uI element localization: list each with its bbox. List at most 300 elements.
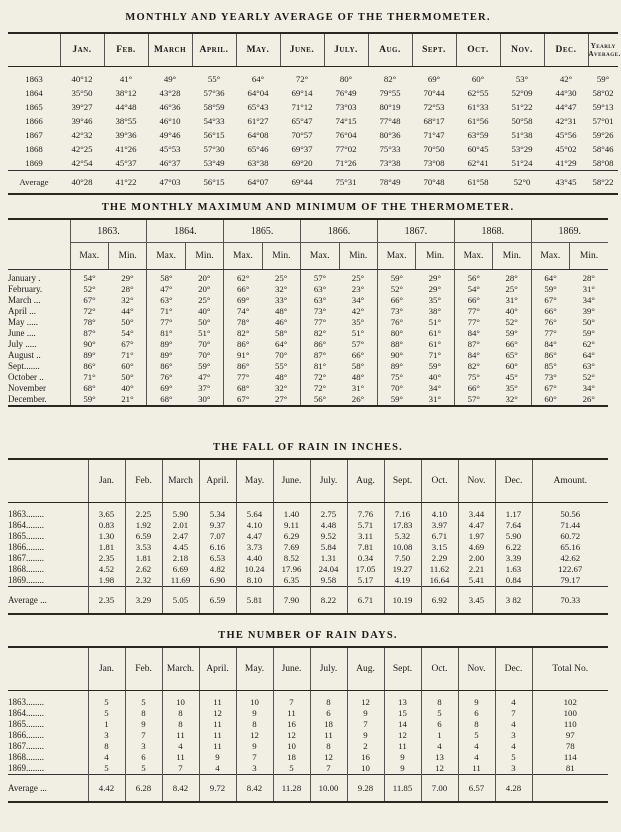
rain-row bbox=[8, 531, 608, 542]
year-header: 1864. bbox=[147, 219, 224, 243]
average-header-cell: March bbox=[148, 33, 192, 67]
days-cell: 11 bbox=[273, 708, 310, 719]
days-header-cell: June. bbox=[273, 647, 310, 691]
rain-cell: 1.81 bbox=[125, 553, 162, 564]
average-cell: 42°54 bbox=[71, 158, 93, 168]
maxmin-cell: 59° bbox=[70, 394, 108, 406]
maxmin-cell: 23° bbox=[351, 283, 365, 294]
maxmin-cell: 64° bbox=[274, 338, 288, 349]
maxmin-cell: 59° bbox=[531, 284, 569, 295]
rain-cell: 7.81 bbox=[347, 542, 384, 553]
maxmin-cell: 34° bbox=[582, 294, 595, 305]
average-cell: 64° bbox=[251, 74, 265, 84]
average-cell: 61°33 bbox=[467, 102, 489, 112]
maxmin-cell: 89° bbox=[377, 361, 415, 372]
days-cell: 81 bbox=[532, 763, 608, 775]
max-header: Max. bbox=[70, 243, 108, 270]
days-cell: 78 bbox=[532, 741, 608, 752]
maxmin-cell: 76° bbox=[531, 317, 569, 328]
maxmin-section bbox=[8, 196, 608, 436]
average-cell: 58°59 bbox=[203, 102, 225, 112]
days-cell: 11 bbox=[199, 741, 236, 752]
rain-cell: 7.07 bbox=[199, 531, 236, 542]
average-cell: 52°09 bbox=[511, 88, 533, 98]
average-label: Average ... bbox=[8, 775, 88, 803]
average-header-cell: May. bbox=[236, 33, 280, 67]
maxmin-cell: 35° bbox=[428, 294, 441, 305]
average-cell: 69° bbox=[427, 74, 441, 84]
maxmin-cell: 82° bbox=[224, 328, 262, 339]
days-header-cell: Nov. bbox=[458, 647, 495, 691]
average-cell: 63°38 bbox=[247, 158, 269, 168]
maxmin-cell: 46° bbox=[274, 316, 288, 327]
rain-row bbox=[8, 520, 608, 531]
average-cell: 35°50 bbox=[71, 88, 93, 98]
rain-average-cell: 7.90 bbox=[273, 587, 310, 615]
maxmin-cell: 82° bbox=[454, 361, 492, 372]
average-total-cell: 61°58 bbox=[456, 171, 500, 195]
maxmin-cell: 59° bbox=[428, 360, 441, 371]
rain-average-cell: 6.92 bbox=[421, 587, 458, 615]
average-cell: 42°25 bbox=[71, 144, 93, 154]
days-cell: 4 bbox=[88, 752, 125, 763]
row-year: 1867 bbox=[25, 130, 43, 140]
days-row bbox=[8, 730, 608, 741]
maxmin-cell: 35° bbox=[505, 382, 518, 393]
maxmin-cell: 32° bbox=[121, 294, 134, 305]
average-cell: 41° bbox=[119, 74, 133, 84]
rain-cell: 3.73 bbox=[236, 542, 273, 553]
rain-cell: 7.69 bbox=[273, 542, 310, 553]
rain-cell: 6.59 bbox=[125, 531, 162, 542]
rain-header-cell: July. bbox=[310, 459, 347, 503]
rain-cell: 5.71 bbox=[347, 520, 384, 531]
average-cell: 70°44 bbox=[423, 88, 445, 98]
days-cell: 5 bbox=[273, 763, 310, 775]
maxmin-cell: 77° bbox=[531, 328, 569, 339]
days-cell: 4 bbox=[495, 719, 532, 730]
row-year: 1869 bbox=[25, 158, 43, 168]
maxmin-cell: 75° bbox=[377, 372, 415, 383]
days-average-cell: 7.00 bbox=[421, 775, 458, 803]
average-cell: 44°47 bbox=[555, 102, 577, 112]
min-header: Min. bbox=[262, 243, 300, 270]
maxmin-cell: 77° bbox=[224, 372, 262, 383]
average-header-cell: June. bbox=[280, 33, 324, 67]
average-cell: 51°24 bbox=[511, 158, 533, 168]
average-cell: 46°36 bbox=[159, 102, 181, 112]
rain-cell: 19.27 bbox=[384, 564, 421, 575]
maxmin-cell: 86° bbox=[301, 339, 339, 350]
average-cell: 79°55 bbox=[379, 88, 401, 98]
days-cell: 9 bbox=[199, 752, 236, 763]
maxmin-cell: 70° bbox=[274, 349, 288, 360]
average-total-cell: 70°48 bbox=[412, 171, 456, 195]
rain-cell: 6.35 bbox=[273, 575, 310, 587]
rain-cell: 9.37 bbox=[199, 520, 236, 531]
average-cell: 73°38 bbox=[379, 158, 401, 168]
year-header: 1869. bbox=[531, 219, 608, 243]
maxmin-cell: 68° bbox=[70, 383, 108, 394]
average-cell: 45°02 bbox=[555, 144, 577, 154]
average-total-row bbox=[8, 171, 618, 195]
max-header: Max. bbox=[301, 243, 339, 270]
maxmin-cell: 72° bbox=[301, 383, 339, 394]
average-cell: 71°47 bbox=[423, 130, 445, 140]
average-cell: 73°03 bbox=[335, 102, 357, 112]
rain-cell: 5.84 bbox=[310, 542, 347, 553]
days-cell: 97 bbox=[532, 730, 608, 741]
average-row bbox=[8, 100, 618, 114]
days-title: THE NUMBER OF RAIN DAYS. bbox=[218, 630, 398, 641]
average-cell: 80°36 bbox=[379, 130, 401, 140]
rain-cell: 4.48 bbox=[310, 520, 347, 531]
rain-cell: 3.39 bbox=[495, 553, 532, 564]
average-cell: 64°04 bbox=[247, 88, 269, 98]
maxmin-cell: 34° bbox=[582, 382, 595, 393]
maxmin-cell: 89° bbox=[147, 350, 185, 361]
maxmin-cell: 48° bbox=[351, 371, 365, 382]
row-month: June .... bbox=[8, 327, 36, 338]
days-cell: 8 bbox=[88, 741, 125, 752]
rain-cell: 9.11 bbox=[273, 520, 310, 531]
average-header-cell: Yearly Average. bbox=[588, 33, 618, 67]
maxmin-cell: 69° bbox=[224, 295, 262, 306]
days-cell: 16 bbox=[273, 719, 310, 730]
row-year: 1866........ bbox=[8, 541, 44, 552]
maxmin-cell: 73° bbox=[531, 372, 569, 383]
days-cell: 7 bbox=[273, 691, 310, 709]
maxmin-cell: 59° bbox=[582, 327, 595, 338]
rain-header-cell: Amount. bbox=[532, 459, 608, 503]
maxmin-cell: 59° bbox=[377, 270, 415, 285]
row-year: 1863........ bbox=[8, 508, 44, 519]
average-cell: 53° bbox=[515, 74, 529, 84]
rain-header-cell: Nov. bbox=[458, 459, 495, 503]
maxmin-cell: 59° bbox=[505, 327, 518, 338]
maxmin-cell: 72° bbox=[301, 372, 339, 383]
maxmin-cell: 75° bbox=[454, 372, 492, 383]
average-cell: 72° bbox=[295, 74, 309, 84]
maxmin-cell: 87° bbox=[301, 350, 339, 361]
maxmin-cell: 50° bbox=[198, 316, 211, 327]
maxmin-cell: 58° bbox=[147, 270, 185, 285]
maxmin-cell: 51° bbox=[198, 327, 211, 338]
maxmin-cell: 59° bbox=[198, 360, 211, 371]
min-header: Min. bbox=[108, 243, 146, 270]
average-cell: 41°29 bbox=[555, 158, 577, 168]
rain-cell: 2.35 bbox=[88, 553, 125, 564]
rain-cell: 50.56 bbox=[532, 503, 608, 521]
days-cell: 7 bbox=[162, 763, 199, 775]
days-cell: 102 bbox=[532, 691, 608, 709]
average-cell: 69°37 bbox=[291, 144, 313, 154]
average-cell: 77°02 bbox=[335, 144, 357, 154]
year-header: 1865. bbox=[224, 219, 301, 243]
maxmin-cell: 72° bbox=[70, 306, 108, 317]
days-header-cell: Total No. bbox=[532, 647, 608, 691]
maxmin-row bbox=[8, 295, 608, 306]
days-cell: 3 bbox=[236, 763, 273, 775]
row-year: 1864........ bbox=[8, 707, 44, 718]
average-total-cell: 64°07 bbox=[236, 171, 280, 195]
rain-cell: 7.64 bbox=[495, 520, 532, 531]
maxmin-cell: 67° bbox=[224, 394, 262, 406]
days-cell: 3 bbox=[495, 730, 532, 741]
average-cell: 65°46 bbox=[247, 144, 269, 154]
rain-cell: 6.29 bbox=[273, 531, 310, 542]
average-cell: 39°46 bbox=[71, 116, 93, 126]
rain-cell: 6.16 bbox=[199, 542, 236, 553]
rain-cell: 122.67 bbox=[532, 564, 608, 575]
average-cell: 49° bbox=[163, 74, 177, 84]
average-cell: 73°08 bbox=[423, 158, 445, 168]
rain-header-cell: March bbox=[162, 459, 199, 503]
days-cell: 4 bbox=[458, 752, 495, 763]
days-row bbox=[8, 752, 608, 763]
maxmin-cell: 62° bbox=[224, 270, 262, 285]
maxmin-cell: 34° bbox=[428, 382, 441, 393]
days-header-cell: May. bbox=[236, 647, 273, 691]
rain-cell: 17.96 bbox=[273, 564, 310, 575]
maxmin-cell: 66° bbox=[505, 338, 518, 349]
maxmin-cell: 31° bbox=[416, 394, 454, 406]
days-cell: 6 bbox=[458, 708, 495, 719]
maxmin-cell: 67° bbox=[531, 295, 569, 306]
days-average-cell: 11.28 bbox=[273, 775, 310, 803]
rain-header-cell: Feb. bbox=[125, 459, 162, 503]
rain-cell: 8.52 bbox=[273, 553, 310, 564]
days-cell: 7 bbox=[125, 730, 162, 741]
maxmin-cell: 62° bbox=[582, 338, 595, 349]
row-year: 1865........ bbox=[8, 718, 44, 729]
row-year: 1868 bbox=[25, 144, 43, 154]
maxmin-cell: 70° bbox=[198, 349, 211, 360]
average-cell: 59° bbox=[596, 74, 610, 84]
average-cell: 60°45 bbox=[467, 144, 489, 154]
maxmin-cell: 40° bbox=[505, 305, 518, 316]
min-header: Min. bbox=[570, 243, 608, 270]
rain-cell: 10.24 bbox=[236, 564, 273, 575]
average-cell: 71°26 bbox=[335, 158, 357, 168]
average-total-cell: 43°45 bbox=[544, 171, 588, 195]
days-cell: 3 bbox=[125, 741, 162, 752]
days-header-cell: April. bbox=[199, 647, 236, 691]
maxmin-cell: 28° bbox=[121, 283, 134, 294]
rain-cell: 2.47 bbox=[162, 531, 199, 542]
rain-header-cell: May. bbox=[236, 459, 273, 503]
average-header-cell: July. bbox=[324, 33, 368, 67]
maxmin-cell: 77° bbox=[454, 306, 492, 317]
average-cell: 76°49 bbox=[335, 88, 357, 98]
rain-cell: 6.90 bbox=[199, 575, 236, 587]
max-header: Max. bbox=[377, 243, 415, 270]
maxmin-cell: 71° bbox=[70, 372, 108, 383]
maxmin-cell: 56° bbox=[454, 270, 492, 285]
average-cell: 53°29 bbox=[511, 144, 533, 154]
rain-average-cell: 8.22 bbox=[310, 587, 347, 615]
days-cell: 9 bbox=[384, 752, 421, 763]
rain-cell: 0.84 bbox=[495, 575, 532, 587]
maxmin-cell: 81° bbox=[301, 361, 339, 372]
average-header-cell: Feb. bbox=[104, 33, 148, 67]
rain-cell: 1.30 bbox=[88, 531, 125, 542]
average-cell: 50°58 bbox=[511, 116, 533, 126]
row-month: November bbox=[8, 382, 46, 393]
rain-cell: 16.64 bbox=[421, 575, 458, 587]
average-cell: 69°20 bbox=[291, 158, 313, 168]
row-month: December. bbox=[8, 394, 70, 406]
maxmin-cell: 82° bbox=[301, 328, 339, 339]
maxmin-cell: 87° bbox=[70, 328, 108, 339]
average-cell: 65°47 bbox=[291, 116, 313, 126]
average-cell: 59°26 bbox=[592, 130, 614, 140]
maxmin-cell: 57° bbox=[351, 338, 365, 349]
maxmin-cell: 57° bbox=[301, 270, 339, 285]
rain-cell: 2.01 bbox=[162, 520, 199, 531]
maxmin-cell: 86° bbox=[224, 361, 262, 372]
average-cell: 80° bbox=[339, 74, 353, 84]
maxmin-cell: 40° bbox=[428, 371, 441, 382]
days-cell: 10 bbox=[162, 691, 199, 709]
header-spacer bbox=[8, 33, 60, 67]
rain-cell: 65.16 bbox=[532, 542, 608, 553]
maxmin-cell: 29° bbox=[121, 272, 134, 283]
maxmin-cell: 47° bbox=[198, 371, 211, 382]
days-cell: 5 bbox=[495, 752, 532, 763]
maxmin-row bbox=[8, 317, 608, 328]
rain-cell: 6.22 bbox=[495, 542, 532, 553]
maxmin-cell: 55° bbox=[274, 360, 288, 371]
maxmin-cell: 81° bbox=[147, 328, 185, 339]
days-cell: 8 bbox=[162, 719, 199, 730]
days-cell: 9 bbox=[347, 730, 384, 741]
average-cell: 53°49 bbox=[203, 158, 225, 168]
maxmin-cell: 65° bbox=[505, 349, 518, 360]
average-header-row bbox=[8, 33, 618, 67]
average-cell: 43°28 bbox=[159, 88, 181, 98]
average-header-cell: Oct. bbox=[456, 33, 500, 67]
maxmin-cell: 40° bbox=[121, 382, 134, 393]
row-year: 1863 bbox=[25, 74, 43, 84]
max-header: Max. bbox=[224, 243, 262, 270]
maxmin-cell: 84° bbox=[454, 350, 492, 361]
average-cell: 72°53 bbox=[423, 102, 445, 112]
days-cell: 11 bbox=[458, 763, 495, 775]
average-row bbox=[8, 156, 618, 171]
average-header-cell: April. bbox=[192, 33, 236, 67]
maxmin-cell: 40° bbox=[198, 305, 211, 316]
maxmin-cell: 78° bbox=[70, 317, 108, 328]
days-cell: 13 bbox=[421, 752, 458, 763]
maxmin-cell: 29° bbox=[428, 283, 441, 294]
rain-average-cell: 3.29 bbox=[125, 587, 162, 615]
rain-row bbox=[8, 503, 608, 521]
rain-cell: 5.90 bbox=[162, 503, 199, 521]
rain-cell: 4.69 bbox=[458, 542, 495, 553]
rain-average-cell: 2.35 bbox=[88, 587, 125, 615]
maxmin-cell: 63° bbox=[147, 295, 185, 306]
maxmin-cell: 54° bbox=[121, 327, 134, 338]
header-spacer bbox=[8, 459, 88, 503]
maxmin-cell: 77° bbox=[454, 317, 492, 328]
average-cell: 54°33 bbox=[203, 116, 225, 126]
rain-cell: 0.83 bbox=[88, 520, 125, 531]
rain-header-row bbox=[8, 459, 608, 503]
max-header: Max. bbox=[454, 243, 492, 270]
days-cell: 4 bbox=[495, 741, 532, 752]
row-year: 1869........ bbox=[8, 762, 44, 773]
average-cell: 80°19 bbox=[379, 102, 401, 112]
average-cell: 56°15 bbox=[203, 130, 225, 140]
maxmin-cell: 71° bbox=[121, 349, 134, 360]
rain-cell: 2.75 bbox=[310, 503, 347, 521]
maxmin-cell: 68° bbox=[224, 383, 262, 394]
rain-cell: 2.21 bbox=[458, 564, 495, 575]
maxmin-cell: 66° bbox=[377, 295, 415, 306]
maxmin-row bbox=[8, 306, 608, 317]
rain-header-cell: April. bbox=[199, 459, 236, 503]
maxmin-cell: 54° bbox=[454, 284, 492, 295]
rain-average-cell: 10.19 bbox=[384, 587, 421, 615]
average-title: MONTHLY AND YEARLY AVERAGE OF THE THERMOMETER. bbox=[125, 12, 491, 23]
rain-header-cell: Oct. bbox=[421, 459, 458, 503]
maxmin-cell: 52° bbox=[377, 284, 415, 295]
days-header-cell: March. bbox=[162, 647, 199, 691]
days-cell: 8 bbox=[310, 691, 347, 709]
rain-average-cell: 3.45 bbox=[458, 587, 495, 615]
maxmin-cell: 29° bbox=[428, 272, 441, 283]
maxmin-cell: 47° bbox=[147, 284, 185, 295]
average-cell: 74°15 bbox=[335, 116, 357, 126]
maxmin-cell: 88° bbox=[377, 339, 415, 350]
row-year: 1864 bbox=[25, 88, 43, 98]
maxmin-cell: 25° bbox=[198, 294, 211, 305]
rain-cell: 11.69 bbox=[162, 575, 199, 587]
row-year: 1869........ bbox=[8, 574, 44, 585]
days-cell: 13 bbox=[384, 691, 421, 709]
maxmin-cell: 71° bbox=[147, 306, 185, 317]
maxmin-row bbox=[8, 394, 608, 406]
rain-cell: 4.19 bbox=[384, 575, 421, 587]
days-cell: 16 bbox=[347, 752, 384, 763]
rain-cell: 5.90 bbox=[495, 531, 532, 542]
average-cell: 38°12 bbox=[115, 88, 137, 98]
rain-cell: 5.41 bbox=[458, 575, 495, 587]
rain-average-cell: 5.81 bbox=[236, 587, 273, 615]
maxmin-cell: 54° bbox=[70, 270, 108, 285]
rain-cell: 1.17 bbox=[495, 503, 532, 521]
rain-average-cell: 3 82 bbox=[495, 587, 532, 615]
days-row bbox=[8, 719, 608, 730]
maxmin-cell: 87° bbox=[454, 339, 492, 350]
rain-cell: 3.53 bbox=[125, 542, 162, 553]
days-cell: 9 bbox=[236, 708, 273, 719]
maxmin-cell: 32° bbox=[274, 382, 288, 393]
average-cell: 58°46 bbox=[592, 144, 614, 154]
rain-cell: 7.16 bbox=[384, 503, 421, 521]
days-cell: 11 bbox=[162, 730, 199, 741]
average-cell: 60° bbox=[471, 74, 485, 84]
year-header: 1867. bbox=[377, 219, 454, 243]
average-section bbox=[8, 10, 621, 193]
row-month: October .. bbox=[8, 371, 44, 382]
maxmin-cell: 48° bbox=[274, 305, 288, 316]
average-total-cell: 47°03 bbox=[148, 171, 192, 195]
average-cell: 57°01 bbox=[592, 116, 614, 126]
maxmin-cell: 89° bbox=[147, 339, 185, 350]
maxmin-cell: 45° bbox=[505, 371, 518, 382]
